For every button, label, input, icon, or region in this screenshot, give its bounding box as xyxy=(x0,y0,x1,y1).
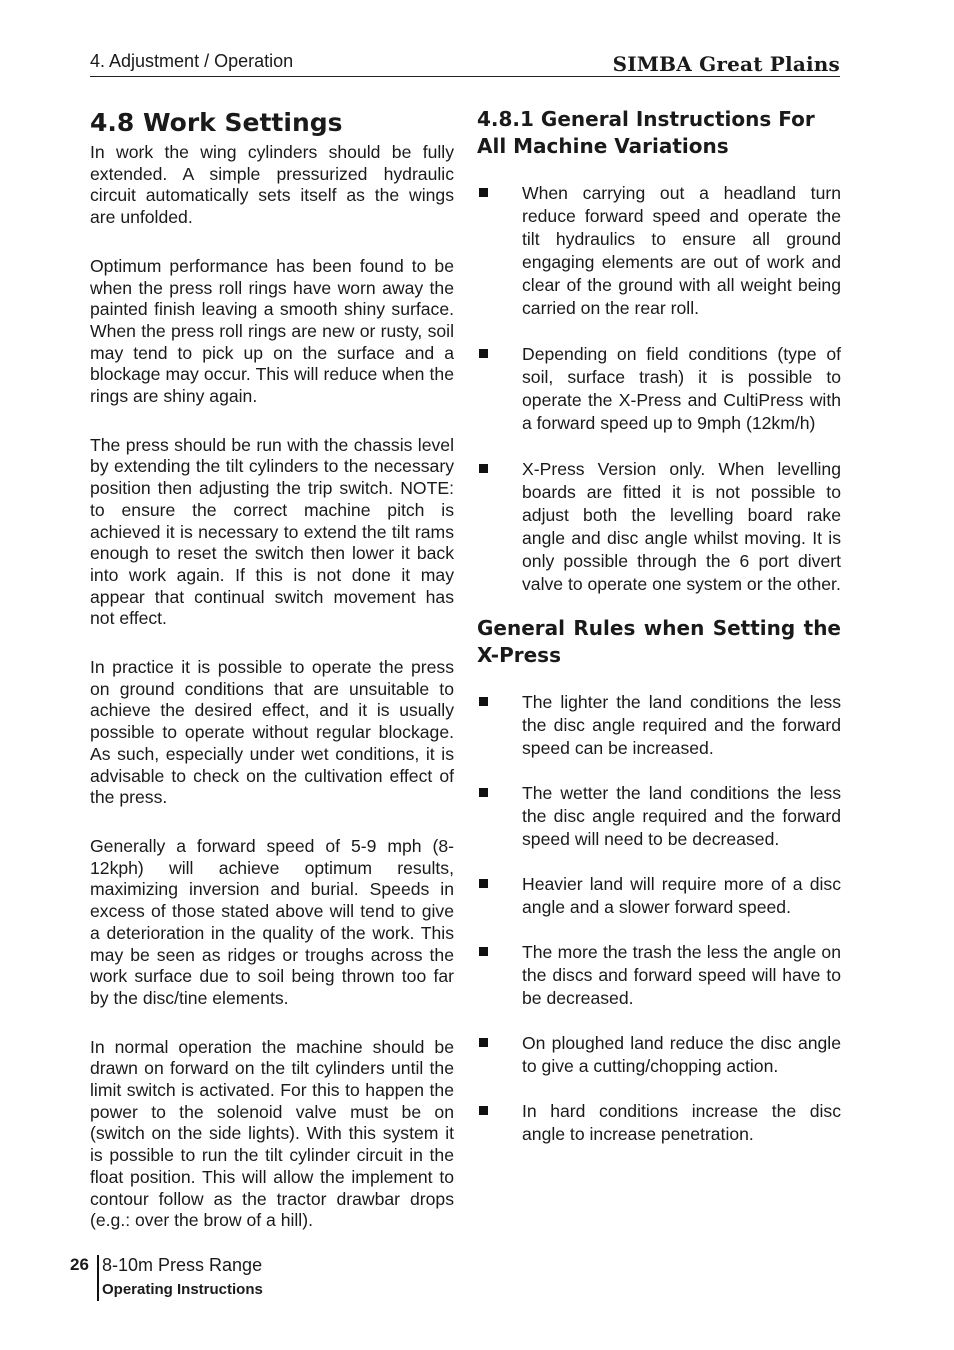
list-item xyxy=(477,782,841,851)
square-bullet-icon xyxy=(479,879,488,888)
paragraph: Optimum performance has been found to be when the press roll rings have worn away the painted finish leaving a smooth shiny surface. When the press roll rings are new or rusty, soil may tend to pick up on the surface and a blockage may occur. This will reduce when the rings are shiny again. xyxy=(90,255,454,407)
paragraph: The press should be run with the chassis level by extending the tilt cylinders to the necessary position then adjusting the trip switch. NOTE: to ensure the correct machine pitch is achieved it is necessary to extend the tilt rams enough to reset the switch then lower it back into work again. If this is not done it may appear that continual switch movement has not effect. xyxy=(90,434,454,629)
list-item-text: Depending on field conditions (type of soil, surface trash) it is possible to operate the X-Press and CultiPress with a forward speed up to 9mph (12km/h) xyxy=(522,344,841,433)
list-item xyxy=(477,182,841,320)
general-instructions-list xyxy=(477,182,841,596)
page-number: 26 xyxy=(70,1255,89,1274)
list-item xyxy=(477,1032,841,1078)
square-bullet-icon xyxy=(479,188,488,197)
square-bullet-icon xyxy=(479,697,488,706)
subsection-title: 4.8.1 General Instructions For All Machine Variations xyxy=(477,107,815,158)
list-item xyxy=(477,691,841,760)
left-column xyxy=(90,106,454,1259)
square-bullet-icon xyxy=(479,1106,488,1115)
list-item-text: The more the trash the less the angle on the discs and forward speed will have to be decreased. xyxy=(522,942,841,1008)
square-bullet-icon xyxy=(479,947,488,956)
list-item xyxy=(477,458,841,596)
square-bullet-icon xyxy=(479,1038,488,1047)
square-bullet-icon xyxy=(479,464,488,473)
list-item-text: The lighter the land conditions the less the disc angle required and the forward speed can be increased. xyxy=(522,692,841,758)
rules-list xyxy=(477,691,841,1146)
list-item-text: X-Press Version only. When levelling boards are fitted it is not possible to adjust both the levelling board rake angle and disc angle whilst moving. It is only possible through the 6 port divert valve to operate one system or the other. xyxy=(522,459,841,594)
paragraph: In practice it is possible to operate the press on ground conditions that are unsuitable to achieve the desired effect, and it is usually possible to operate without regular blockage. As such, especially under wet conditions, it is advisable to check on the cultivation effect of the press. xyxy=(90,657,454,808)
right-column xyxy=(477,106,841,1168)
section-label: 4. Adjustment / Operation xyxy=(90,51,294,71)
rules-title: General Rules when Setting the X-Press xyxy=(477,616,841,667)
paragraph: Generally a forward speed of 5-9 mph (8-12kph) will achieve optimum results, maximizing inversion and burial. Speeds in excess of those stated above will tend to give a deterioration in the quality of the work. This may be seen as ridges or troughs across the work surface due to soil being thrown too far by the disc/tine elements. xyxy=(90,835,454,1008)
list-item-text: The wetter the land conditions the less the disc angle required and the forward speed will need to be decreased. xyxy=(522,783,841,849)
square-bullet-icon xyxy=(479,349,488,358)
list-item xyxy=(477,941,841,1010)
list-item-text: In hard conditions increase the disc angle to increase penetration. xyxy=(522,1101,841,1144)
list-item xyxy=(477,343,841,435)
list-item-text: Heavier land will require more of a disc angle and a slower forward speed. xyxy=(522,874,841,917)
list-item-text: On ploughed land reduce the disc angle to give a cutting/chopping action. xyxy=(522,1033,841,1076)
square-bullet-icon xyxy=(479,788,488,797)
page-header xyxy=(90,50,840,77)
list-item xyxy=(477,1100,841,1146)
document-name: Operating Instructions xyxy=(102,1281,263,1298)
list-item-text: When carrying out a headland turn reduce forward speed and operate the tilt hydraulics to ensure all ground engaging elements are out of work and clear of the ground with all weight being carried on the rear roll. xyxy=(522,183,841,318)
paragraph: In normal operation the machine should be drawn on forward on the tilt cylinders until the limit switch is activated. For this to happen the power to the solenoid valve must be on (switch on the side lights). With this system it is possible to run the tilt cylinder circuit in the float position. This will allow the implement to contour follow as the tractor drawbar drops (e.g.: over the brow of a hill). xyxy=(90,1036,454,1231)
list-item xyxy=(477,873,841,919)
brand-logo: SIMBA Great Plains xyxy=(612,52,840,76)
product-range: 8-10m Press Range xyxy=(102,1255,263,1275)
footer-divider xyxy=(97,1255,99,1301)
paragraph: In work the wing cylinders should be fully extended. A simple pressurized hydraulic circuit automatically sets itself as the wings are unfolded. xyxy=(90,142,454,228)
section-title: 4.8 Work Settings xyxy=(90,108,343,137)
